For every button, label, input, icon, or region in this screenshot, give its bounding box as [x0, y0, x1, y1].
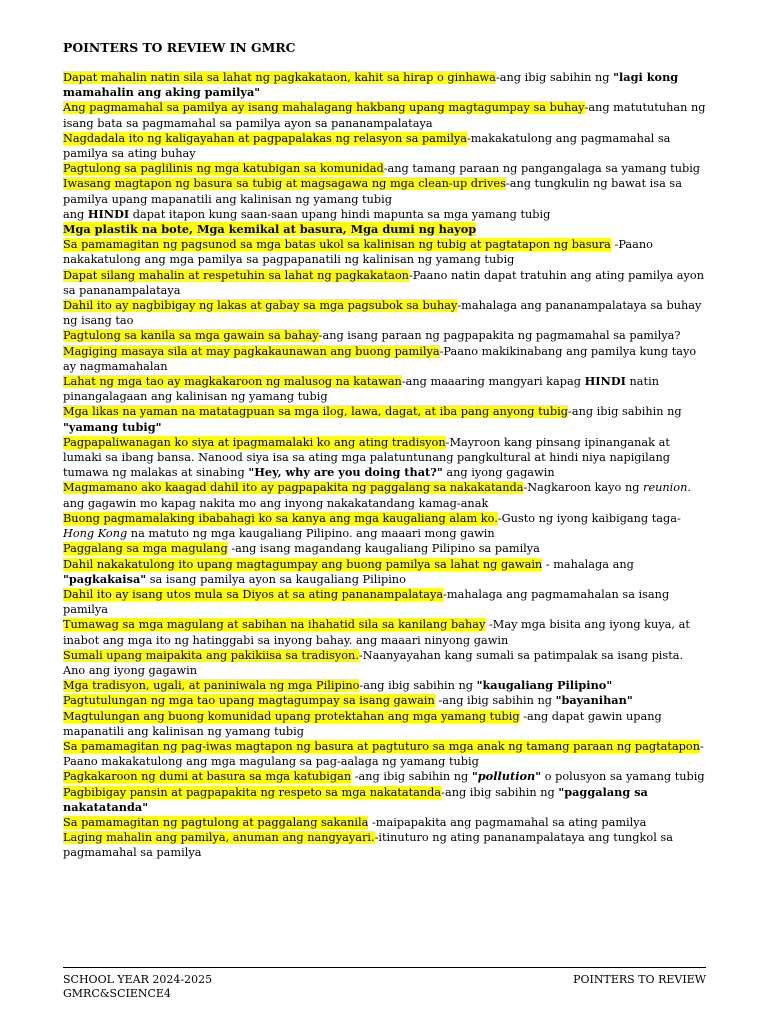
- pointer-question: -ang ibig sabihin ng: [568, 405, 682, 419]
- document-page: [63, 0, 706, 1024]
- review-pointer: [63, 480, 706, 510]
- pointer-answer: Dahil ito ay nagbibigay ng lakas at gabay sa mga pagsubok sa buhay: [63, 299, 458, 313]
- pointer-answer: Pagkakaroon ng dumi at basura sa mga katubigan: [63, 770, 352, 784]
- pointer-question: -makakatulong ang pagmamahal sa pamilya sa ating buhay: [63, 131, 671, 161]
- pointer-answer: Sa pamamagitan ng pag-iwas magtapon ng basura at pagtuturo sa mga anak ng tamang paraan ng pagtatapon: [63, 739, 700, 753]
- pointer-answer: Pagtulong sa paglilinis ng mga katubigan sa komunidad: [63, 162, 384, 176]
- pointer-question: ang iyong gagawin: [442, 466, 555, 480]
- pointer-question: -ang matututuhan ng isang bata sa pagmamahal sa pamilya ayon sa pananampalataya: [63, 101, 706, 130]
- pointer-question: -itinuturo ng ating pananampalataya ang tungkol sa pagmamahal sa pamilya: [63, 831, 673, 860]
- pointer-question: natin pinangalagaan ang kalinisan ng yamang tubig: [63, 375, 659, 404]
- pointer-answer: Mga likas na yaman na matatagpuan sa mga ilog, lawa, dagat, at iba pang anyong tubig: [63, 405, 569, 419]
- pointer-answer: Paggalang sa mga magulang: [63, 542, 228, 556]
- pointer-question: . ang gagawin mo kapag nakita mo ang inyong nakakatandang kamag-anak: [63, 481, 691, 510]
- pointer-answer: Sa pamamagitan ng pagtulong at paggalang sakanila: [63, 815, 369, 829]
- pointer-answer: Mga tradisyon, ugali, at paniniwala ng mga Pilipino: [63, 679, 360, 693]
- pointer-answer: Pagbibigay pansin at pagpapakita ng respeto sa mga nakatatanda: [63, 785, 442, 799]
- pointer-answer: Sa pamamagitan ng pagsunod sa mga batas ukol sa kalinisan ng tubig at pagtatapon ng basura: [63, 238, 611, 252]
- review-pointer: [63, 131, 706, 161]
- pointer-question: -Gusto ng iyong kaibigang taga-: [497, 511, 681, 525]
- pointer-emphasis: "lagi kong mamahalin ang aking pamilya": [63, 70, 679, 100]
- pointer-question: -Paano nakakatulong ang mga pamilya sa pagpapanatili ng kalinisan ng yamang tubig: [63, 238, 653, 267]
- pointer-answer: Sumali upang maipakita ang pakikiisa sa tradisyon.: [63, 648, 359, 662]
- pointer-question: o polusyon sa yamang tubig: [541, 770, 705, 784]
- footer-subject: GMRC&SCIENCE4: [63, 987, 171, 1000]
- review-pointer: [63, 541, 706, 556]
- review-pointer: [63, 830, 706, 860]
- pointer-italic-term: Hong Kong: [63, 527, 128, 541]
- pointer-question: -maipapakita ang pagmamahal sa ating pamilya: [368, 815, 647, 829]
- pointer-question: -ang ibig sabihin ng: [434, 694, 556, 708]
- pointer-answer: Iwasang magtapon ng basura sa tubig at magsagawa ng mga clean-up drives: [63, 177, 506, 191]
- pointer-question: -mahalaga ang pananampalataya sa buhay ng isang tao: [63, 299, 702, 328]
- pointer-question: -ang ibig sabihin ng: [351, 770, 472, 784]
- pointer-emphasis: "pollution": [471, 769, 542, 784]
- review-pointer: [63, 207, 706, 222]
- pointer-answer: Magmamano ako kaagad dahil ito ay pagpapakita ng paggalang sa nakakatanda: [63, 481, 524, 495]
- review-pointer: [63, 374, 706, 404]
- pointer-question: -Paano makakatulong ang mga magulang sa pag-aalaga ng yamang tubig: [63, 739, 704, 769]
- pointer-answer: Laging mahalin ang pamilya, anuman ang nangyayari.: [63, 831, 375, 845]
- pointer-answer: Ang pagmamahal sa pamilya ay isang mahalagang hakbang upang magtagumpay sa buhay: [63, 101, 585, 115]
- pointer-question: -ang tamang paraan ng pangangalaga sa yamang tubig: [383, 162, 701, 176]
- pointer-question: -May mga bisita ang iyong kuya, at inabot ang mga ito ng hatinggabi sa inyong bahay. ang maaari ninyong gawin: [63, 618, 690, 647]
- pointer-question: -ang isang paraan ng pagpapakita ng pagmamahal sa pamilya?: [318, 329, 681, 343]
- document-title: POINTERS TO REVIEW IN GMRC: [63, 40, 296, 55]
- review-pointer: [63, 328, 706, 343]
- review-pointer: [63, 769, 706, 784]
- review-pointer: [63, 268, 706, 298]
- pointer-question: -Mayroon kang pinsang ipinanganak at lumaki sa ibang bansa. Nanood siya isa sa ating mga palatuntunang pangkultural at hindi niya napigilang tumawa ng malakas at sinabing: [63, 435, 671, 480]
- pointer-question: -mahalaga ang pagmamahalan sa isang pamilya: [63, 587, 670, 617]
- review-pointer: [63, 709, 706, 739]
- pointer-answer: Nagdadala ito ng kaligayahan at pagpapalakas ng relasyon sa pamilya: [63, 131, 467, 145]
- pointer-question: -Paano makikinabang ang pamilya kung tayo ay nagmamahalan: [63, 344, 697, 373]
- pointer-answer: Dapat silang mahalin at respetuhin sa lahat ng pagkakataon: [63, 268, 409, 282]
- pointer-answer: Dahil ito ay isang utos mula sa Diyos at sa ating pananampalataya: [63, 587, 444, 601]
- review-pointer: [63, 678, 706, 693]
- review-pointer: [63, 435, 706, 481]
- pointer-answer: Tumawag sa mga magulang at sabihan na ihahatid sila sa kanilang bahay: [63, 618, 486, 632]
- pointer-question: ang: [63, 207, 88, 221]
- review-pointer: [63, 344, 706, 374]
- pointer-question: -Nagkaroon kayo ng: [523, 481, 644, 495]
- pointer-answer: Pagpapaliwanagan ko siya at ipagmamalaki ko ang ating tradisyon: [63, 435, 446, 449]
- pointer-question: - mahalaga ang: [542, 557, 634, 571]
- review-pointer: [63, 70, 706, 100]
- pointer-answer: Mga plastik na bote, Mga kemikal at basura, Mga dumi ng hayop: [63, 222, 477, 237]
- pointer-emphasis: HINDI: [584, 374, 626, 389]
- pointer-emphasis: "bayanihan": [555, 693, 633, 708]
- pointer-emphasis: "yamang tubig": [63, 419, 162, 434]
- pointer-answer: Magtulungan ang buong komunidad upang protektahan ang mga yamang tubig: [63, 709, 520, 723]
- review-pointer: [63, 404, 706, 434]
- pointer-question: -ang dapat gawin upang mapanatili ang kalinisan ng yamang tubig: [63, 709, 662, 738]
- pointer-question: na matuto ng mga kaugaliang Pilipino. ang maaari mong gawin: [127, 527, 495, 541]
- pointer-emphasis: HINDI: [87, 206, 130, 221]
- pointer-emphasis: "kaugaliang Pilipino": [476, 678, 613, 693]
- review-pointer: [63, 587, 706, 617]
- pointer-emphasis: "Hey, why are you doing that?": [248, 465, 443, 480]
- pointer-question: -Paano natin dapat tratuhin ang ating pamilya ayon sa pananampalataya: [63, 268, 704, 297]
- pointer-answer: Buong pagmamalaking ibabahagi ko sa kanya ang mga kaugaliang alam ko.: [63, 511, 498, 525]
- review-pointer: [63, 785, 706, 815]
- pointer-question: -ang tungkulin ng bawat isa sa pamilya upang mapanatili ang kalinisan ng yamang tubig: [63, 177, 682, 206]
- pointer-question: -Naanyayahan kang sumali sa patimpalak sa isang pista. Ano ang iyong gagawin: [63, 648, 684, 677]
- pointer-answer: Dapat mahalin natin sila sa lahat ng pagkakataon, kahit sa hirap o ginhawa: [63, 71, 496, 84]
- pointer-emphasis: "pagkakaisa": [63, 571, 147, 586]
- review-pointer: [63, 176, 706, 206]
- pointer-question: dapat itapon kung saan-saan upang hindi mapunta sa mga yamang tubig: [129, 207, 551, 221]
- pointer-answer: Lahat ng mga tao ay magkakaroon ng malusog na katawan: [63, 375, 402, 389]
- review-pointers-list: [63, 70, 706, 861]
- pointer-question: -ang isang magandang kaugaliang Pilipino sa pamilya: [227, 542, 540, 556]
- review-pointer: [63, 557, 706, 587]
- review-pointer: [63, 693, 706, 708]
- review-pointer: [63, 648, 706, 678]
- pointer-question: -ang ibig sabihin ng: [495, 71, 614, 84]
- review-pointer: [63, 617, 706, 647]
- review-pointer: [63, 815, 706, 830]
- review-pointer: [63, 739, 706, 769]
- footer-school-year: SCHOOL YEAR 2024-2025: [63, 973, 213, 986]
- pointer-question: -ang maaaring mangyari kapag: [401, 375, 585, 389]
- footer-section-title: POINTERS TO REVIEW: [573, 973, 706, 986]
- review-pointer: [63, 237, 706, 267]
- review-pointer: [63, 222, 706, 237]
- review-pointer: [63, 511, 706, 541]
- review-pointer: [63, 100, 706, 130]
- review-pointer: [63, 161, 706, 176]
- pointer-emphasis: "paggalang sa nakatatanda": [63, 784, 648, 814]
- pointer-question: -ang ibig sabihin ng: [441, 785, 559, 799]
- pointer-answer: Dahil nakakatulong ito upang magtagumpay ang buong pamilya sa lahat ng gawain: [63, 557, 543, 571]
- pointer-answer: Pagtulong sa kanila sa mga gawain sa bahay: [63, 329, 319, 343]
- pointer-italic-term: reunion: [643, 481, 688, 495]
- footer-divider: [63, 967, 706, 968]
- pointer-answer: Pagtutulungan ng mga tao upang magtagumpay sa isang gawain: [63, 694, 435, 708]
- pointer-answer: Magiging masaya sila at may pagkakaunawan ang buong pamilya: [63, 344, 440, 358]
- review-pointer: [63, 298, 706, 328]
- pointer-question: -ang ibig sabihin ng: [359, 679, 477, 693]
- pointer-question: sa isang pamilya ayon sa kaugaliang Pilipino: [146, 572, 406, 586]
